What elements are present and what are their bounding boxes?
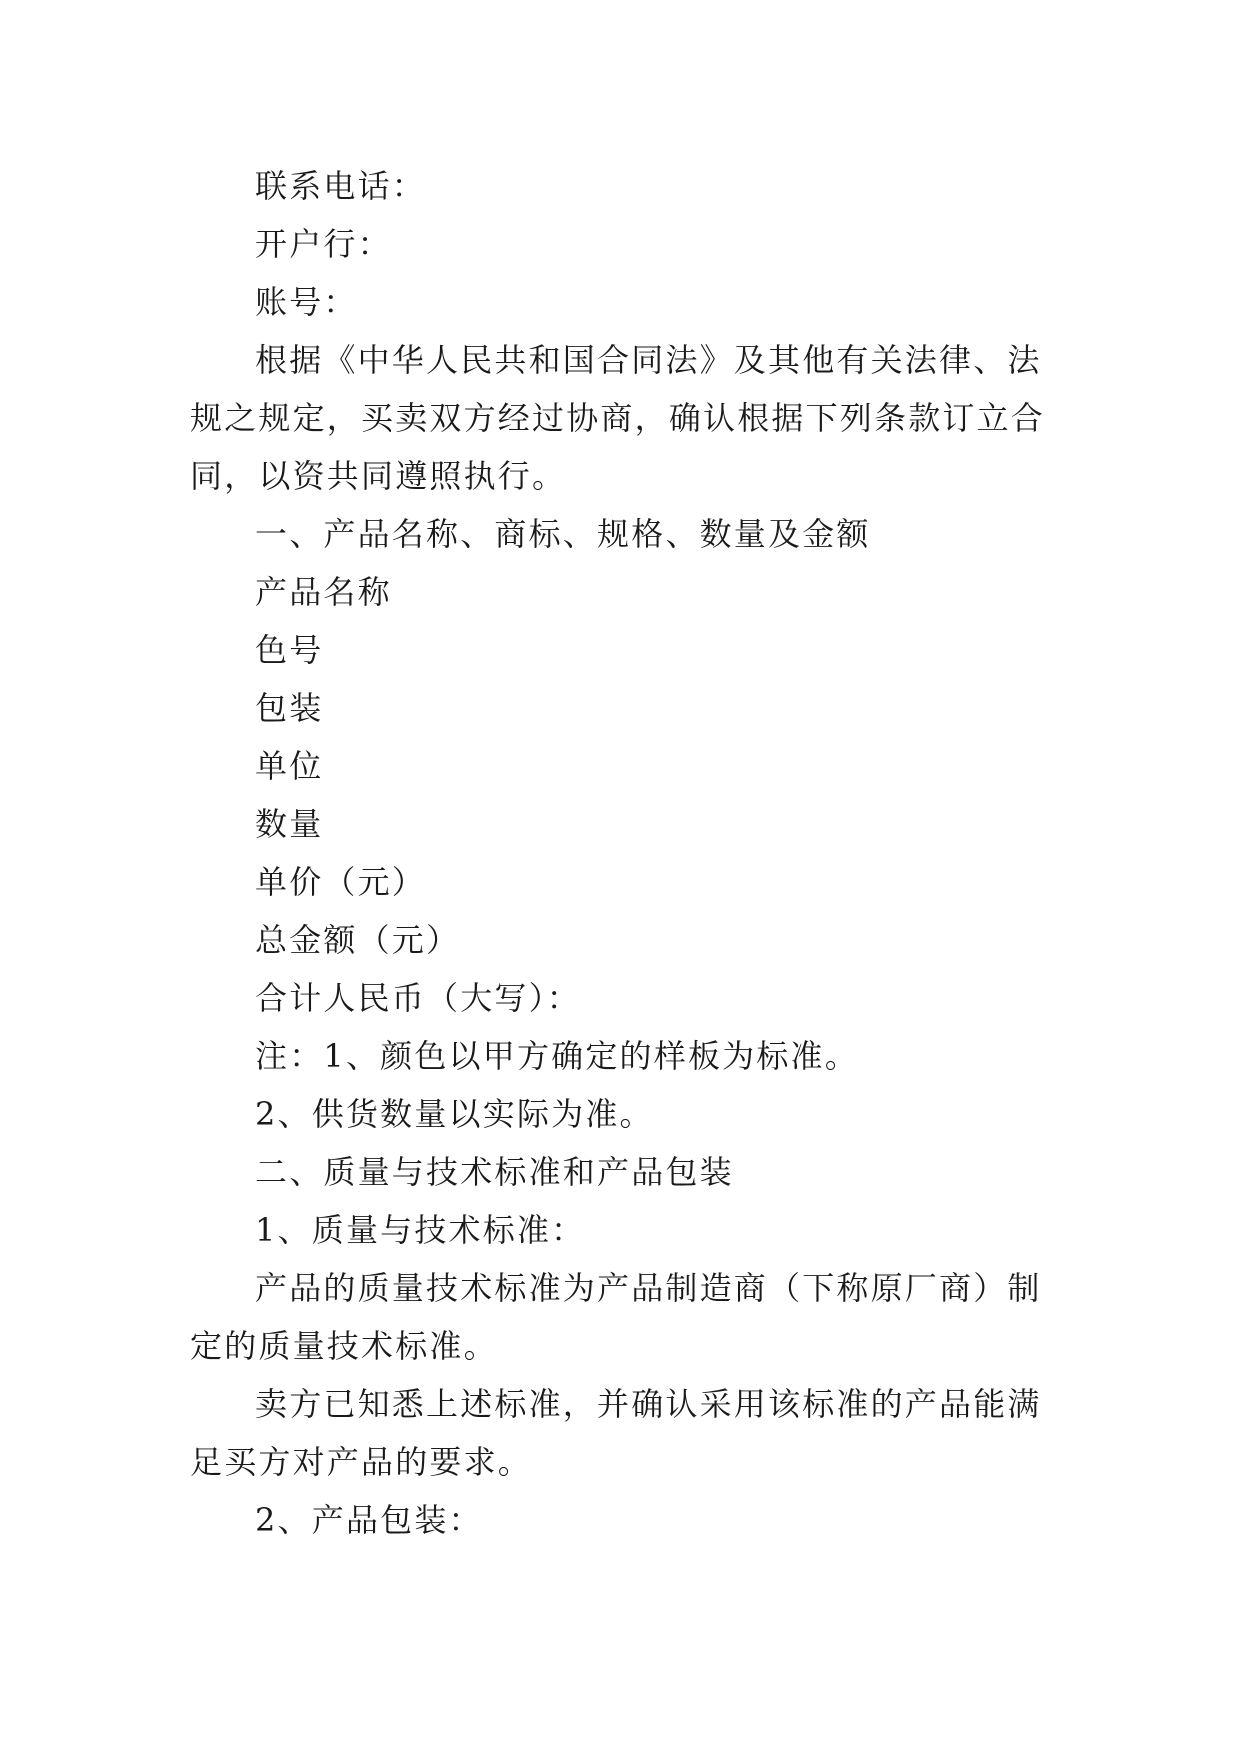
packaging-heading: 2、产品包装： <box>255 1501 483 1539</box>
document-page <box>190 157 1070 1549</box>
quantity-line: 数量 <box>255 805 324 843</box>
note-2-line: 2、供货数量以实际为准。 <box>255 1095 654 1133</box>
packaging-line: 包装 <box>255 689 324 727</box>
section-2-heading: 二、质量与技术标准和产品包装 <box>255 1153 734 1191</box>
account-line: 账号： <box>255 283 358 321</box>
preamble-paragraph: 根据《中华人民共和国合同法》及其他有关法律、法规之规定，买卖双方经过协商，确认根据下列条款订立合同，以资共同遵照执行。 <box>190 341 1046 495</box>
total-rmb-line: 合计人民币（大写）： <box>255 979 582 1017</box>
note-1-line: 注：1、颜色以甲方确定的样板为标准。 <box>255 1037 859 1075</box>
product-name-line: 产品名称 <box>255 573 392 611</box>
seller-acknowledgement-paragraph: 卖方已知悉上述标准，并确认采用该标准的产品能满足买方对产品的要求。 <box>190 1385 1042 1481</box>
unit-line: 单位 <box>255 747 324 785</box>
quality-standard-paragraph: 产品的质量技术标准为产品制造商（下称原厂商）制定的质量技术标准。 <box>190 1269 1042 1365</box>
color-number-line: 色号 <box>255 631 324 669</box>
unit-price-line: 单价（元） <box>255 863 427 901</box>
section-1-heading: 一、产品名称、商标、规格、数量及金额 <box>255 515 871 553</box>
total-amount-line: 总金额（元） <box>255 921 461 959</box>
bank-line: 开户行： <box>255 225 392 263</box>
contact-phone-line: 联系电话： <box>255 167 427 205</box>
quality-standard-heading: 1、质量与技术标准： <box>255 1211 586 1249</box>
